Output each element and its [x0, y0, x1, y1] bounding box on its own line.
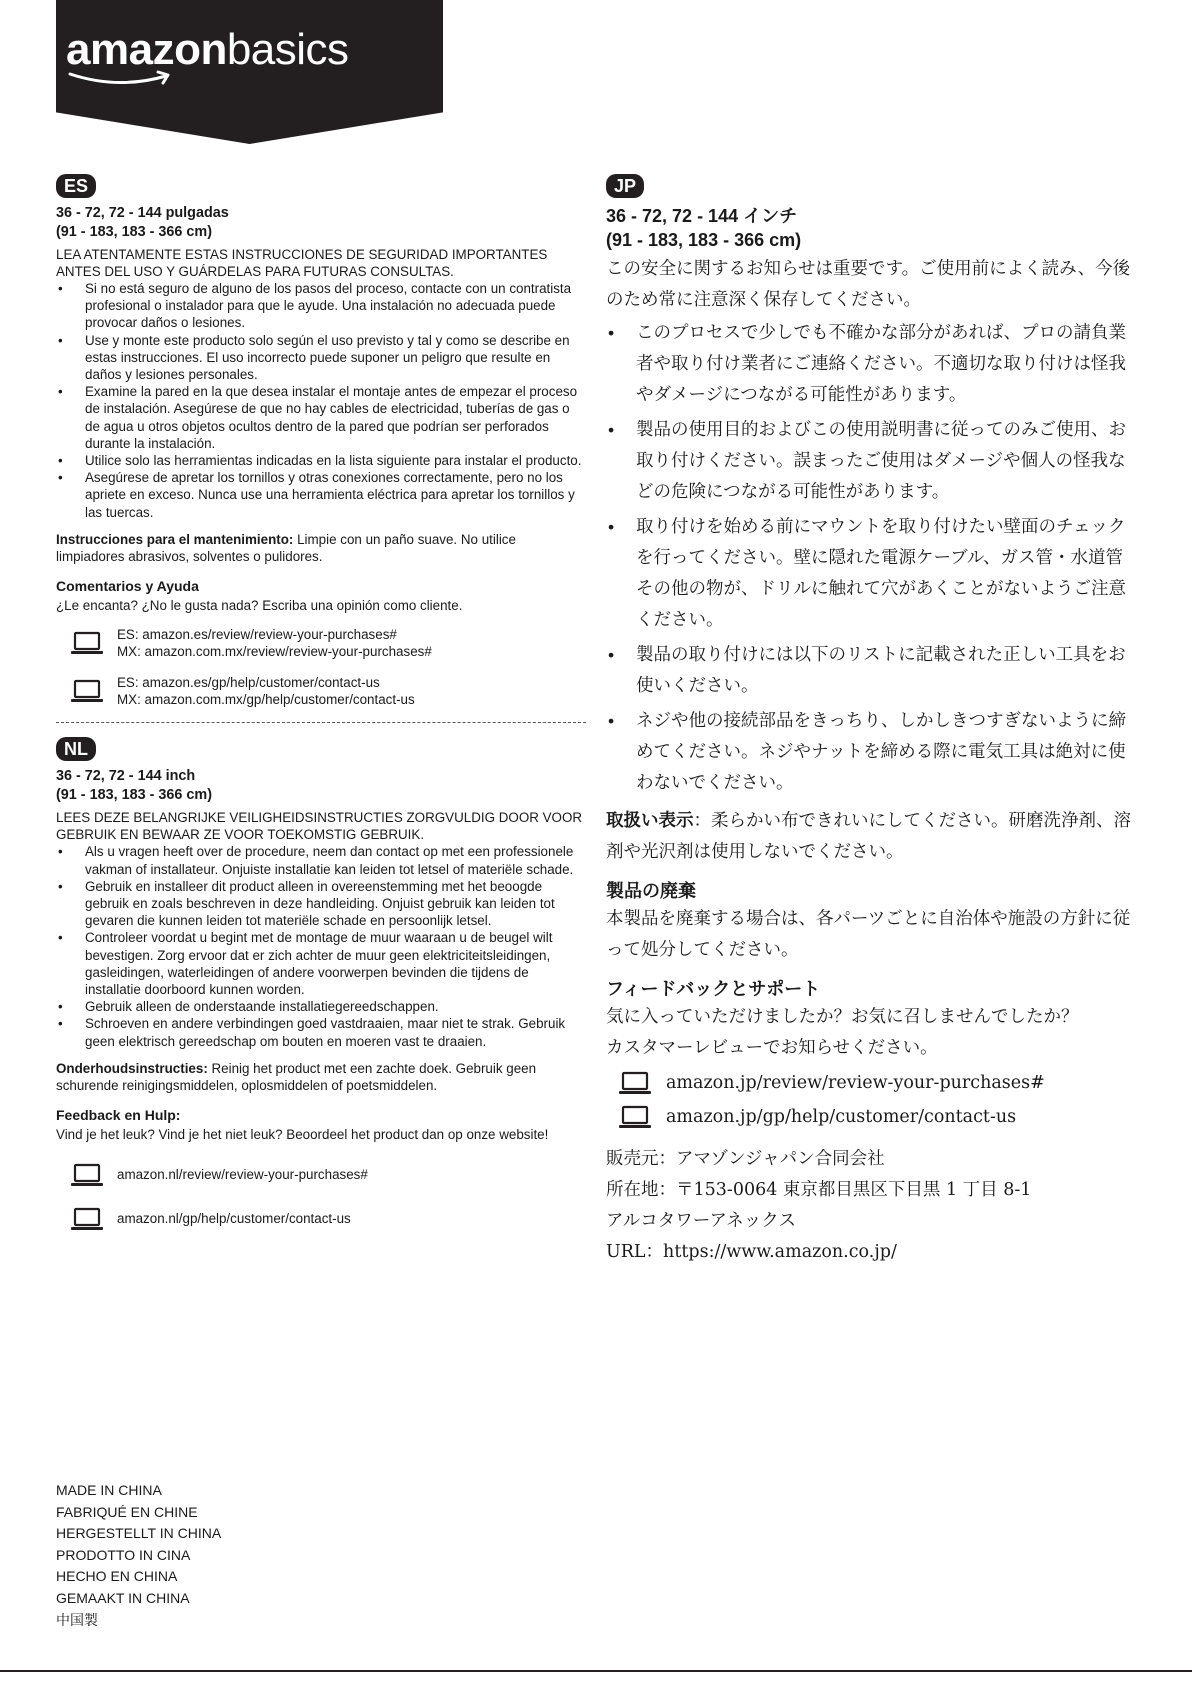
bullet-item: • このプロセスで少しでも不確かな部分があれば、プロの請負業者や取り付け業者にご連絡ください。不適切な取り付けは怪我やダメージにつながる可能性があります。 — [606, 318, 1136, 411]
bullet-item: • Gebruik en installeer dit product alleen in overeenstemming met het beoogde gebruik en zoals beschreven in deze handleiding. Onjuist gebruik kan leiden tot gevaren die kunnen leiden tot materiële schade en persoonlijk letsel. — [56, 878, 586, 930]
left-column — [56, 174, 586, 1232]
lang-badge-es: ES — [56, 174, 96, 198]
size-inch-es: 36 - 72, 72 - 144 pulgadas — [56, 205, 229, 221]
maintenance-label-es: Instrucciones para el mantenimiento: — [56, 531, 294, 547]
made-in-line: MADE IN CHINA — [56, 1482, 162, 1498]
bullet-item: • Use y monte este producto solo según el uso previsto y tal y como se describe en estas instrucciones. El uso incorrecto puede suponer un peligro que resulte en daños y lesiones personales. — [56, 332, 586, 384]
handling-label-jp: 取扱い表示 — [606, 810, 694, 830]
bullet-item: • Als u vragen heeft over de procedure, neem dan contact op met een professionele vakman of installateur. Onjuiste installatie kan leiden tot letsel of materiële schade. — [56, 843, 586, 877]
bullet-list-es — [56, 280, 586, 521]
link-contact-mx[interactable]: MX: amazon.com.mx/gp/help/customer/contact-us — [117, 692, 415, 708]
handling-jp — [606, 805, 1136, 868]
feedback-text-2-jp: カスタマーレビューでお知らせください。 — [606, 1038, 938, 1058]
feedback-text-nl: Vind je het leuk? Vind je het niet leuk? Beoordeel het product dan op onze website! — [56, 1127, 549, 1143]
link-row-review-jp — [606, 1068, 1136, 1098]
link-review-nl[interactable]: amazon.nl/review/review-your-purchases# — [117, 1167, 368, 1182]
section-divider — [56, 722, 586, 723]
size-inch-jp: 36 - 72, 72 - 144 インチ — [606, 206, 798, 226]
logo-text-bold: amazon — [66, 25, 227, 74]
bullet-item: • ネジや他の接続部品をきっちり、しかしきつすぎないように締めてください。ネジやナットを締める際に電気工具は絶対に使わないでください。 — [606, 706, 1136, 799]
laptop-icon — [70, 1162, 104, 1188]
link-review-es[interactable]: ES: amazon.es/review/review-your-purchases# — [117, 627, 397, 643]
link-row-contact-nl — [56, 1206, 586, 1232]
link-review-mx[interactable]: MX: amazon.com.mx/review/review-your-purchases# — [117, 644, 432, 660]
maintenance-text-es: Limpie con un paño suave. No utilice limpiadores abrasivos, solventes o pulidores. — [56, 531, 516, 565]
laptop-icon — [70, 630, 104, 656]
made-in-list — [56, 1480, 221, 1631]
link-row-contact-jp — [606, 1102, 1136, 1132]
lang-badge-nl: NL — [56, 737, 96, 761]
link-contact-nl[interactable]: amazon.nl/gp/help/customer/contact-us — [117, 1211, 351, 1226]
intro-es: LEA ATENTAMENTE ESTAS INSTRUCCIONES DE SEGURIDAD IMPORTANTES ANTES DEL USO Y GUÁRDELAS PARA FUTURAS CONSULTAS. — [56, 247, 548, 279]
feedback-head-jp: フィードバックとサポート — [606, 979, 821, 999]
smile-arrow-icon — [68, 70, 178, 88]
section-nl — [56, 737, 586, 1231]
url-jp[interactable]: URL：https://www.amazon.co.jp/ — [606, 1242, 897, 1262]
disposal-text-jp: 本製品を廃棄する場合は、各パーツごとに自治体や施設の方針に従って処分してください。 — [606, 909, 1131, 960]
made-in-line: HERGESTELLT IN CHINA — [56, 1525, 222, 1542]
feedback-head-es: Comentarios y Ayuda — [56, 578, 199, 595]
maintenance-nl — [56, 1060, 586, 1094]
laptop-icon — [70, 678, 104, 704]
maintenance-es — [56, 531, 586, 565]
seller-jp: 販売元：アマゾンジャパン合同会社 — [606, 1149, 885, 1169]
made-in-line: 中国製 — [56, 1611, 98, 1628]
bullet-item: • Examine la pared en la que desea instalar el montaje antes de empezar el proceso de instalación. Asegúrese de que no hay cables de electricidad, tuberías de gas o de agua u otros objetos ocultos dentro de la pared que podrían ser perforados durante la instalación. — [56, 383, 586, 452]
link-review-jp[interactable]: amazon.jp/review/review-your-purchases# — [666, 1073, 1045, 1093]
intro-jp: この安全に関するお知らせは重要です。ご使用前によく読み、今後のため常に注意深く保存してください。 — [606, 259, 1131, 310]
bullet-item: • Schroeven en andere verbindingen goed vastdraaien, maar niet te strak. Gebruik geen elektrisch gereedschap om bouten en moeren vast te draaien. — [56, 1015, 586, 1049]
feedback-text-1-jp: 気に入っていただけましたか？お気に召しませんでしたか？ — [606, 1007, 1079, 1027]
link-row-review-nl — [56, 1162, 586, 1188]
handling-text-jp: ：柔らかい布できれいにしてください。研磨洗浄剤、溶剤や光沢剤は使用しないでください。 — [606, 811, 1131, 862]
link-contact-jp[interactable]: amazon.jp/gp/help/customer/contact-us — [666, 1107, 1017, 1127]
size-cm-es: (91 - 183, 183 - 366 cm) — [56, 224, 212, 240]
feedback-text-es: ¿Le encanta? ¿No le gusta nada? Escriba una opinión como cliente. — [56, 598, 463, 614]
feedback-head-nl: Feedback en Hulp: — [56, 1107, 181, 1124]
bullet-item: • Utilice solo las herramientas indicadas en la lista siguiente para instalar el producto. — [56, 452, 586, 469]
made-in-line: PRODOTTO IN CINA — [56, 1546, 191, 1563]
maintenance-label-nl: Onderhoudsinstructies: — [56, 1060, 208, 1076]
made-in-line: GEMAAKT IN CHINA — [56, 1589, 190, 1606]
building-jp: アルコタワーアネックス — [606, 1211, 797, 1231]
section-es — [56, 174, 586, 708]
bullet-item: • Gebruik alleen de onderstaande installatiegereedschappen. — [56, 998, 586, 1015]
logo-text-light: basics — [226, 25, 349, 74]
section-jp — [606, 174, 1136, 1268]
laptop-icon — [618, 1104, 652, 1130]
bullet-list-jp — [606, 318, 1136, 799]
size-inch-nl: 36 - 72, 72 - 144 inch — [56, 768, 196, 785]
maintenance-text-nl: Reinig het product met een zachte doek. Gebruik geen schurende reinigingsmiddelen, oplosmiddelen of poetsmiddelen. — [56, 1060, 537, 1094]
size-cm-nl: (91 - 183, 183 - 366 cm) — [56, 787, 212, 804]
address-jp: 所在地：〒153-0064 東京都目黒区下目黒 1 丁目 8-1 — [606, 1180, 1032, 1200]
size-cm-jp: (91 - 183, 183 - 366 cm) — [606, 230, 802, 250]
link-contact-es[interactable]: ES: amazon.es/gp/help/customer/contact-us — [117, 675, 380, 691]
link-row-review-es — [56, 626, 586, 660]
made-in-line: HECHO EN CHINA — [56, 1568, 178, 1585]
laptop-icon — [618, 1070, 652, 1096]
lang-badge-jp: JP — [606, 174, 644, 198]
bullet-item: • 製品の使用目的およびこの使用説明書に従ってのみご使用、お取り付けください。誤まったご使用はダメージや個人の怪我などの危険につながる可能性があります。 — [606, 415, 1136, 508]
bullet-item: • Controleer voordat u begint met de montage de muur waaraan u de beugel wilt bevestigen. Zorg ervoor dat er zich achter de muur geen elektriciteitsleidingen, gasleidingen, waterleidingen of andere voorwerpen bevinden die tijdens de installatie doorboord kunnen worden. — [56, 929, 586, 998]
bullet-item: • Asegúrese de apretar los tornillos y otras conexiones correctamente, pero no los apriete en exceso. Nunca use una herramienta eléctrica para apretar los tornillos y las tuercas. — [56, 469, 586, 521]
bottom-rule — [0, 1670, 1192, 1672]
bullet-item: • 取り付けを始める前にマウントを取り付けたい壁面のチェックを行ってください。壁に隠れた電源ケーブル、ガス管・水道管その他の物が、ドリルに触れて穴があくことがないようご注意ください。 — [606, 512, 1136, 636]
bullet-item: • 製品の取り付けには以下のリストに記載された正しい工具をお使いください。 — [606, 640, 1136, 702]
disposal-head-jp: 製品の廃棄 — [606, 881, 696, 901]
made-in-line: FABRIQUÉ EN CHINE — [56, 1503, 198, 1520]
bullet-item: • Si no está seguro de alguno de los pasos del proceso, contacte con un contratista profesional o instalador para que le ayude. Una instalación no adecuada puede provocar daños o lesiones. — [56, 280, 586, 332]
laptop-icon — [70, 1206, 104, 1232]
right-column — [606, 174, 1136, 1268]
link-row-contact-es — [56, 674, 586, 708]
intro-nl: LEES DEZE BELANGRIJKE VEILIGHEIDSINSTRUCTIES ZORGVULDIG DOOR VOOR GEBRUIK EN BEWAAR ZE VOOR TOEKOMSTIG GEBRUIK. — [56, 810, 583, 843]
bullet-list-nl — [56, 843, 586, 1049]
brand-logo — [66, 25, 349, 74]
